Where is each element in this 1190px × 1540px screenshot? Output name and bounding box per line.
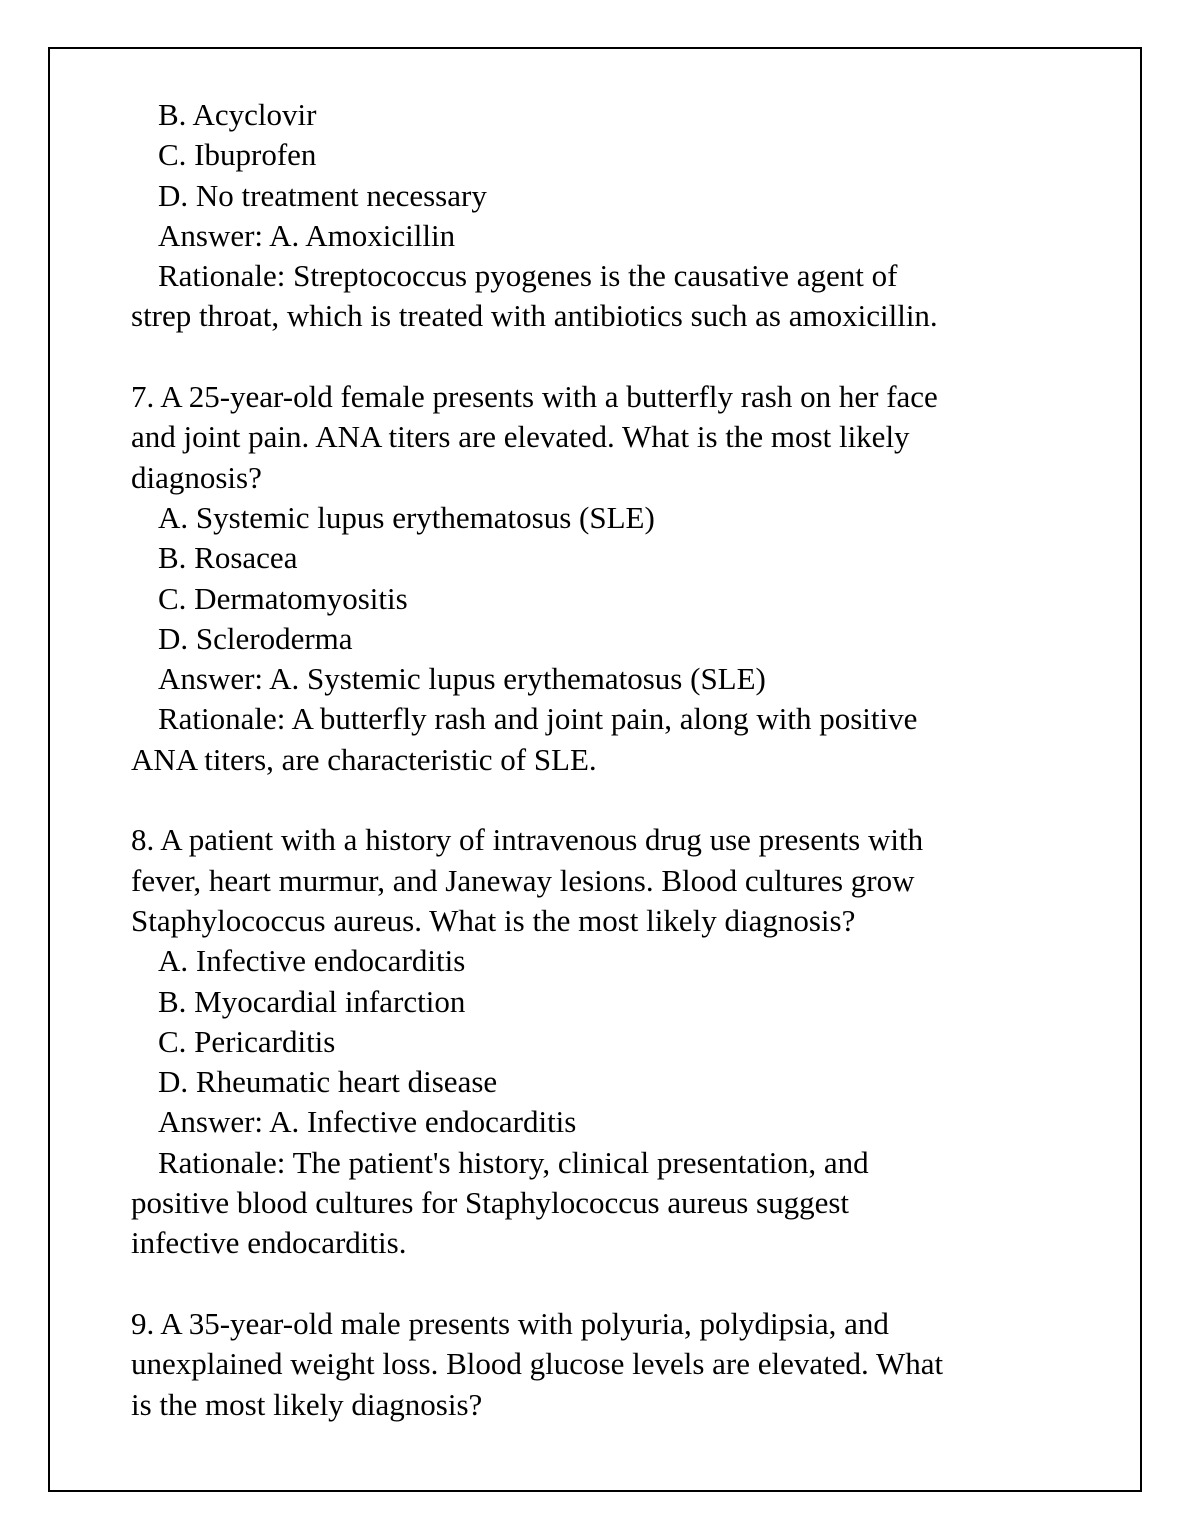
text-line: Answer: A. Infective endocarditis [158,1104,577,1140]
text-line: D. Scleroderma [158,620,353,656]
text-line: diagnosis? [131,459,262,495]
text-line: Rationale: A butterfly rash and joint pain, along with positive [158,701,918,737]
text-line: 9. A 35-year-old male presents with polyuria, polydipsia, and [131,1305,889,1341]
text-line: infective endocarditis. [131,1225,407,1261]
blank-line [131,1264,1091,1304]
text-line: B. Myocardial infarction [158,983,466,1019]
text-line: C. Ibuprofen [158,137,317,173]
text-line: strep throat, which is treated with antibiotics such as amoxicillin. [131,298,938,334]
text-line: B. Rosacea [158,540,298,576]
blank-line [131,337,1091,377]
text-line: D. No treatment necessary [158,177,487,213]
text-line: Rationale: Streptococcus pyogenes is the causative agent of [158,258,898,294]
text-line: Staphylococcus aureus. What is the most likely diagnosis? [131,902,856,938]
text-line: positive blood cultures for Staphylococcus aureus suggest [131,1185,850,1221]
text-line: A. Systemic lupus erythematosus (SLE) [158,499,655,535]
text-line: A. Infective endocarditis [158,943,466,979]
text-line: Answer: A. Systemic lupus erythematosus (SLE) [158,661,766,697]
text-line: C. Pericarditis [158,1023,336,1059]
text-line: 7. A 25-year-old female presents with a butterfly rash on her face [131,379,938,415]
text-line: C. Dermatomyositis [158,580,408,616]
text-line: unexplained weight loss. Blood glucose levels are elevated. What [131,1346,944,1382]
text-line: and joint pain. ANA titers are elevated. What is the most likely [131,419,910,455]
text-line: ANA titers, are characteristic of SLE. [131,741,597,777]
document-body [131,95,1091,1425]
blank-line [131,780,1091,820]
text-line: Rationale: The patient's history, clinical presentation, and [158,1144,869,1180]
text-line: B. Acyclovir [158,97,317,132]
text-line: fever, heart murmur, and Janeway lesions. Blood cultures grow [131,862,915,898]
text-line: is the most likely diagnosis? [131,1386,483,1422]
text-line: 8. A patient with a history of intravenous drug use presents with [131,822,924,858]
text-line: D. Rheumatic heart disease [158,1064,498,1100]
text-line: Answer: A. Amoxicillin [158,217,456,253]
